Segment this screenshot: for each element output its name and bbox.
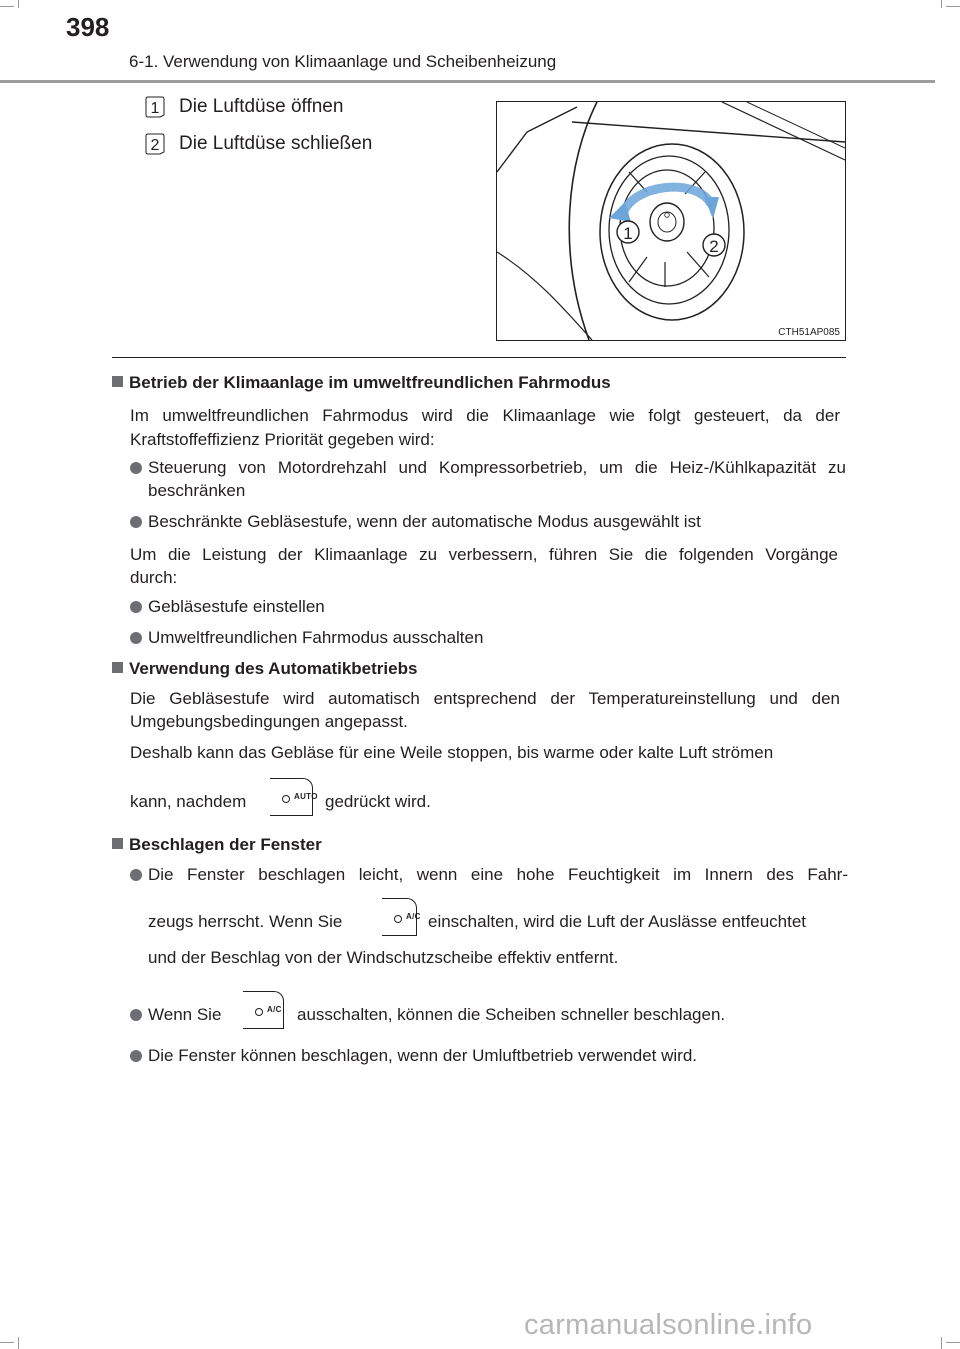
legend-number-2-icon	[145, 132, 165, 156]
svg-text:2: 2	[150, 137, 160, 154]
svg-text:1: 1	[150, 100, 160, 117]
bullet-line: einschalten, wird die Luft der Auslässe entfeuchtet	[428, 912, 807, 931]
paragraph-line: Deshalb kann das Gebläse für eine Weile stoppen, bis warme oder kalte Luft strömen	[130, 743, 774, 762]
bullet-line: Wenn Sie	[148, 1005, 222, 1024]
crop-mark	[946, 6, 960, 7]
crop-mark	[941, 0, 942, 8]
air-vent-figure	[496, 101, 846, 341]
bullet-dot-icon	[130, 1009, 142, 1021]
crop-mark	[18, 1337, 19, 1349]
crop-mark	[941, 1337, 942, 1349]
button-label: AUTO	[294, 792, 318, 801]
bullet-line: Steuerung von Motordrehzahl und Kompressorbetrieb, um die Heiz-/Kühlkapazität zu	[148, 458, 846, 477]
paragraph-line: gedrückt wird.	[325, 792, 431, 811]
legend-number-1-icon	[145, 95, 165, 119]
svg-text:2: 2	[709, 237, 719, 256]
section-heading-eco-mode: Betrieb der Klimaanlage im umweltfreundlichen Fahrmodus	[112, 371, 611, 395]
header-rule	[0, 80, 935, 83]
section-heading-auto-mode: Verwendung des Automatikbetriebs	[112, 657, 417, 681]
crop-mark	[0, 1342, 14, 1343]
legend-item-open	[145, 95, 343, 119]
auto-button-icon	[270, 778, 318, 816]
page-number: 398	[66, 12, 110, 42]
button-label: A/C	[267, 1005, 282, 1014]
button-label: A/C	[406, 912, 421, 921]
bullet-line: ausschalten, können die Scheiben schneller beschlagen.	[297, 1005, 726, 1024]
bullet-line: beschränken	[148, 481, 246, 500]
svg-text:1: 1	[623, 224, 633, 243]
indicator-light-icon	[394, 915, 402, 923]
section-heading-fogging: Beschlagen der Fenster	[112, 833, 322, 857]
paragraph-line: Umgebungsbedingungen angepasst.	[130, 712, 408, 731]
bullet-line: zeugs herrscht. Wenn Sie	[148, 912, 343, 931]
indicator-light-icon	[255, 1008, 263, 1016]
bullet-line: Gebläsestufe einstellen	[148, 597, 325, 616]
figure-code: CTH51AP085	[778, 327, 840, 338]
bullet-line: Beschränkte Gebläsestufe, wenn der automatische Modus ausgewählt ist	[148, 512, 701, 531]
ac-button-icon	[382, 898, 421, 936]
crop-mark	[0, 6, 14, 7]
square-bullet-icon	[112, 376, 123, 387]
chapter-title: 6-1. Verwendung von Klimaanlage und Scheibenheizung	[129, 52, 557, 71]
air-vent-illustration	[497, 102, 845, 340]
crop-mark	[18, 0, 19, 8]
section-divider	[112, 357, 846, 358]
paragraph-line: kann, nachdem	[130, 792, 247, 811]
legend-text-open: Die Luftdüse öffnen	[179, 96, 344, 118]
bullet-line: Die Fenster können beschlagen, wenn der Umluftbetrieb verwendet wird.	[148, 1046, 698, 1065]
square-bullet-icon	[112, 838, 123, 849]
paragraph-line: Im umweltfreundlichen Fahrmodus wird die Klimaanlage wie folgt gesteuert, da der	[130, 406, 840, 425]
indicator-light-icon	[282, 795, 290, 803]
crop-mark	[946, 1342, 960, 1343]
paragraph-line: Kraftstoffeffizienz Priorität gegeben wird:	[130, 430, 435, 449]
bullet-dot-icon	[130, 601, 142, 613]
legend-item-close	[145, 132, 372, 156]
bullet-dot-icon	[130, 1050, 142, 1062]
bullet-line: Die Fenster beschlagen leicht, wenn eine hohe Feuchtigkeit im Innern des Fahr-	[148, 865, 848, 884]
bullet-dot-icon	[130, 516, 142, 528]
paragraph-line: Die Gebläsestufe wird automatisch entsprechend der Temperatureinstellung und den	[130, 689, 840, 708]
bullet-line: und der Beschlag von der Windschutzscheibe effektiv entfernt.	[148, 948, 619, 967]
bullet-dot-icon	[130, 462, 142, 474]
legend-text-close: Die Luftdüse schließen	[179, 133, 373, 155]
watermark: carmanualsonline.info	[524, 1309, 813, 1341]
bullet-line: Umweltfreundlichen Fahrmodus ausschalten	[148, 628, 484, 647]
ac-button-icon	[243, 991, 284, 1029]
paragraph-line: durch:	[130, 568, 178, 587]
paragraph-line: Um die Leistung der Klimaanlage zu verbessern, führen Sie die folgenden Vorgänge	[130, 545, 838, 564]
bullet-dot-icon	[130, 869, 142, 881]
square-bullet-icon	[112, 662, 123, 673]
bullet-dot-icon	[130, 632, 142, 644]
